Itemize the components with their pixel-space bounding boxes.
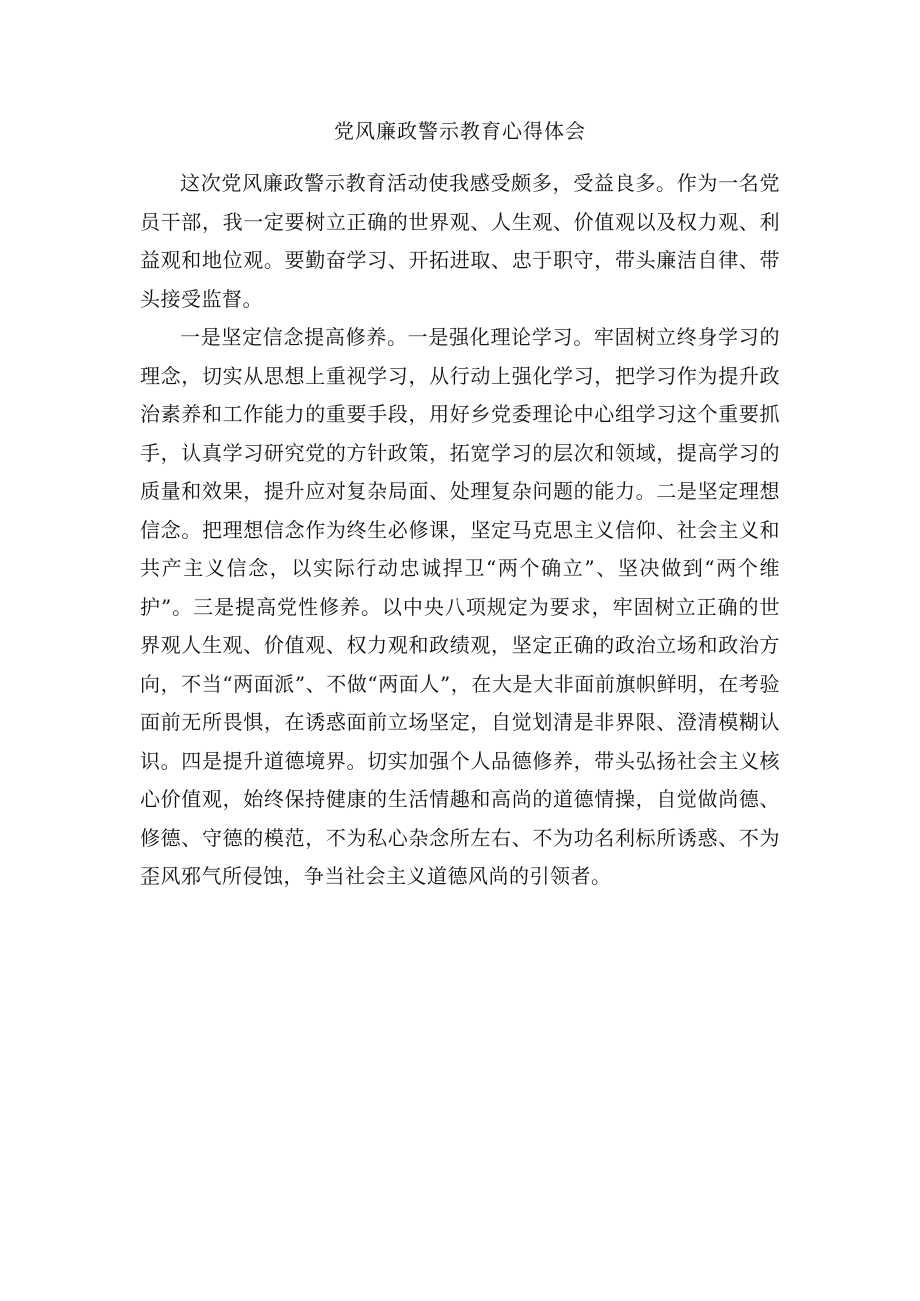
paragraph-main: 一是坚定信念提高修养。一是强化理论学习。牢固树立终身学习的理念，切实从思想上重视学习，从行动上强化学习，把学习作为提升政治素养和工作能力的重要手段，用好乡党委理论中心组学习这个重要抓手，认真学习研究党的方针政策，拓宽学习的层次和领域，提高学习的质量和效果，提升应对复杂局面、处理复杂问题的能力。二是坚定理想信念。把理想信念作为终生必修课，坚定马克思主义信仰、社会主义和共产主义信念，以实际行动忠诚捍卫“两个确立”、坚决做到“两个维护”。三是提高党性修养。以中央八项规定为要求，牢固树立正确的世界观人生观、价值观、权力观和政绩观，坚定正确的政治立场和政治方向，不当“两面派”、不做“两面人”，在大是大非面前旗帜鲜明，在考验面前无所畏惧，在诱惑面前立场坚定，自觉划清是非界限、澄清模糊认识。四是提升道德境界。切实加强个人品德修养，带头弘扬社会主义核心价值观，始终保持健康的生活情趣和高尚的道德情操，自觉做尚德、修德、守德的模范，不为私心杂念所左右、不为功名利标所诱惑、不为歪风邪气所侵蚀，争当社会主义道德风尚的引领者。 [140, 325, 780, 888]
document-body [140, 164, 780, 896]
document-title: 党风廉政警示教育心得体会 [334, 119, 586, 143]
paragraph-intro: 这次党风廉政警示教育活动使我感受颇多，受益良多。作为一名党员干部，我一定要树立正确的世界观、人生观、价值观以及权力观、利益观和地位观。要勤奋学习、开拓进取、忠于职守，带头廉洁自律、带头接受监督。 [140, 171, 780, 311]
